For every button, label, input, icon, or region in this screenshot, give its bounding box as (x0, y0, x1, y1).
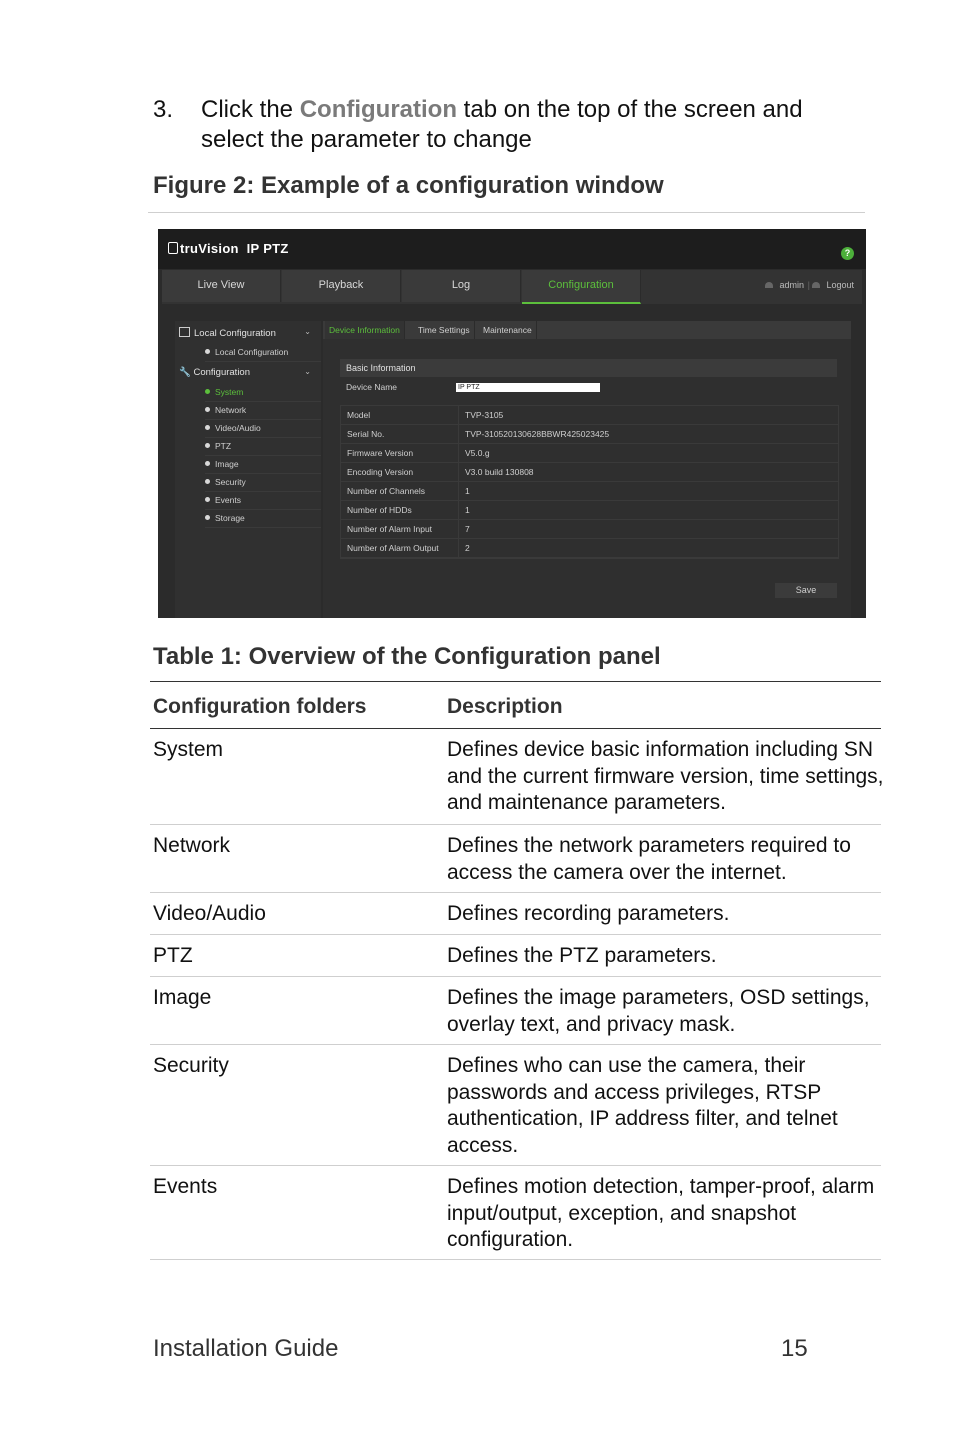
logout-text: Logout (826, 280, 854, 290)
table-row (150, 935, 881, 977)
table-row (150, 1166, 881, 1260)
cell-description: Defines device basic information including SN and the current firmware version, time settings, and maintenance parameters. (447, 738, 884, 814)
tab-playback: Playback (282, 270, 401, 302)
page-number: 15 (781, 1335, 808, 1362)
chevron-down-icon: ⌄ (304, 367, 311, 376)
row-divider (458, 406, 459, 424)
cell-folder: Events (153, 1175, 218, 1198)
sidebar-item-label: Local Configuration (215, 347, 289, 357)
step-text (201, 95, 861, 155)
info-value: TVP-310520130628BBWR425023425 (465, 429, 610, 439)
nav-separator: | (807, 280, 810, 290)
row-divider (458, 463, 459, 481)
logout-label (812, 280, 854, 290)
cell-folder: System (153, 738, 224, 761)
gear-icon (205, 443, 210, 448)
subtab-device-information: Device Information (325, 321, 405, 339)
wrench-icon: 🔧 (179, 367, 191, 378)
info-value: 7 (465, 524, 470, 534)
step-text-post: tab on the top of the screen and select the parameter to change (201, 96, 803, 153)
sidebar-group-local-label: Local Configuration (194, 328, 276, 339)
device-name-label: Device Name (346, 382, 398, 392)
sidebar-item-events (205, 495, 321, 510)
info-row (341, 501, 838, 520)
chevron-down-icon: ⌄ (304, 327, 311, 336)
sidebar-item-network (205, 405, 321, 420)
overview-table (150, 681, 884, 1260)
sidebar-item-security (205, 477, 321, 492)
tab-configuration: Configuration (522, 270, 641, 304)
product-name: IP PTZ (246, 241, 289, 256)
info-key: Number of Alarm Output (347, 543, 439, 553)
subtab-time-settings: Time Settings (414, 321, 475, 339)
info-value: V3.0 build 130808 (465, 467, 534, 477)
gear-icon (205, 389, 210, 394)
user-name: admin (779, 280, 804, 290)
sidebar-item-label: Storage (215, 513, 245, 523)
info-rows (340, 405, 839, 559)
figure-caption: Figure 2: Example of a configuration window (153, 172, 664, 199)
gear-icon (205, 497, 210, 502)
sidebar-item-local-configuration (205, 347, 321, 362)
info-row (341, 520, 838, 539)
footer-title: Installation Guide (153, 1335, 339, 1362)
user-icon (765, 282, 773, 288)
brand-mark-icon (168, 242, 178, 254)
cell-description: Defines the PTZ parameters. (447, 944, 717, 967)
sidebar-item-system (205, 387, 321, 402)
tab-log: Log (402, 270, 521, 302)
screenshot-topbar (158, 229, 866, 269)
row-divider (458, 425, 459, 443)
screenshot-main (323, 321, 851, 618)
info-value: 1 (465, 505, 470, 515)
step-number: 3. (153, 96, 174, 123)
sidebar-item-label: Events (215, 495, 241, 505)
cell-folder: PTZ (153, 944, 193, 967)
table-caption: Table 1: Overview of the Configuration panel (153, 643, 661, 670)
header-folders: Configuration folders (153, 695, 367, 718)
info-key: Number of Alarm Input (347, 524, 433, 534)
info-row (341, 425, 838, 444)
sidebar-item-label: Security (215, 477, 246, 487)
gear-icon (205, 407, 210, 412)
info-value: 2 (465, 543, 470, 553)
step-text-pre: Click the (201, 96, 300, 123)
info-row (341, 482, 838, 501)
table-row (150, 1045, 881, 1166)
sidebar-item-label: Image (215, 459, 239, 469)
table-header (150, 681, 881, 729)
gear-icon (205, 515, 210, 520)
brand-logo (168, 241, 289, 256)
tab-live-view: Live View (162, 270, 281, 302)
sidebar-group-local (179, 327, 317, 339)
device-name-field: IP PTZ (456, 383, 600, 392)
header-description: Description (447, 695, 563, 718)
cell-folder: Video/Audio (153, 902, 266, 925)
step-highlight: Configuration (299, 96, 458, 123)
table-row (150, 729, 884, 825)
sidebar-item-label: Network (215, 405, 247, 415)
sidebar-item-label: System (215, 387, 244, 397)
brand-name: truVision (180, 241, 239, 256)
gear-icon (205, 425, 210, 430)
gear-icon (205, 479, 210, 484)
screenshot-nav (162, 270, 862, 304)
sidebar-group-configuration (179, 367, 317, 378)
sidebar-item-storage (205, 513, 321, 528)
gear-icon (205, 461, 210, 466)
gear-icon (205, 349, 210, 354)
info-key: Serial No. (347, 429, 385, 439)
screenshot-sidebar (175, 321, 321, 618)
info-row (341, 406, 838, 425)
sidebar-item-video-audio (205, 423, 321, 438)
info-value: 1 (465, 486, 470, 496)
table-row (150, 825, 881, 893)
info-value: V5.0.g (465, 448, 490, 458)
sidebar-item-ptz (205, 441, 321, 456)
info-row (341, 539, 838, 558)
sidebar-item-image (205, 459, 321, 474)
cell-folder: Network (153, 834, 231, 857)
table-row (150, 893, 881, 935)
sidebar-item-label: PTZ (215, 441, 232, 451)
cell-description: Defines who can use the camera, their passwords and access privileges, RTSP authentication, IP address filter, and telnet access. (447, 1054, 838, 1157)
table-row (150, 977, 881, 1045)
cell-description: Defines the image parameters, OSD settings, overlay text, and privacy mask. (447, 986, 870, 1036)
row-divider (458, 501, 459, 519)
info-key: Number of Channels (347, 486, 425, 496)
info-key: Firmware Version (347, 448, 414, 458)
info-key: Encoding Version (347, 467, 414, 477)
user-label (765, 280, 804, 290)
configuration-screenshot (158, 229, 866, 618)
info-key: Number of HDDs (347, 505, 412, 515)
row-divider (458, 520, 459, 538)
sub-tabs (323, 321, 851, 339)
section-title: Basic Information (340, 359, 837, 377)
help-icon: ? (841, 247, 854, 260)
save-button: Save (775, 583, 837, 598)
sidebar-group-config-label: Configuration (193, 367, 250, 378)
row-divider (458, 539, 459, 557)
monitor-icon (179, 327, 190, 337)
row-divider (458, 482, 459, 500)
cell-description: Defines the network parameters required to access the camera over the internet. (447, 834, 851, 884)
subtab-maintenance: Maintenance (479, 321, 537, 339)
sidebar-item-label: Video/Audio (215, 423, 261, 433)
info-value: TVP-3105 (465, 410, 504, 420)
cell-folder: Image (153, 986, 212, 1009)
info-row (341, 463, 838, 482)
logout-icon (812, 282, 820, 288)
info-key: Model (347, 410, 371, 420)
cell-description: Defines recording parameters. (447, 902, 730, 925)
cell-folder: Security (153, 1054, 229, 1077)
figure-rule (148, 212, 865, 213)
cell-description: Defines motion detection, tamper-proof, alarm input/output, exception, and snapshot configuration. (447, 1175, 875, 1251)
row-divider (458, 444, 459, 462)
info-row (341, 444, 838, 463)
